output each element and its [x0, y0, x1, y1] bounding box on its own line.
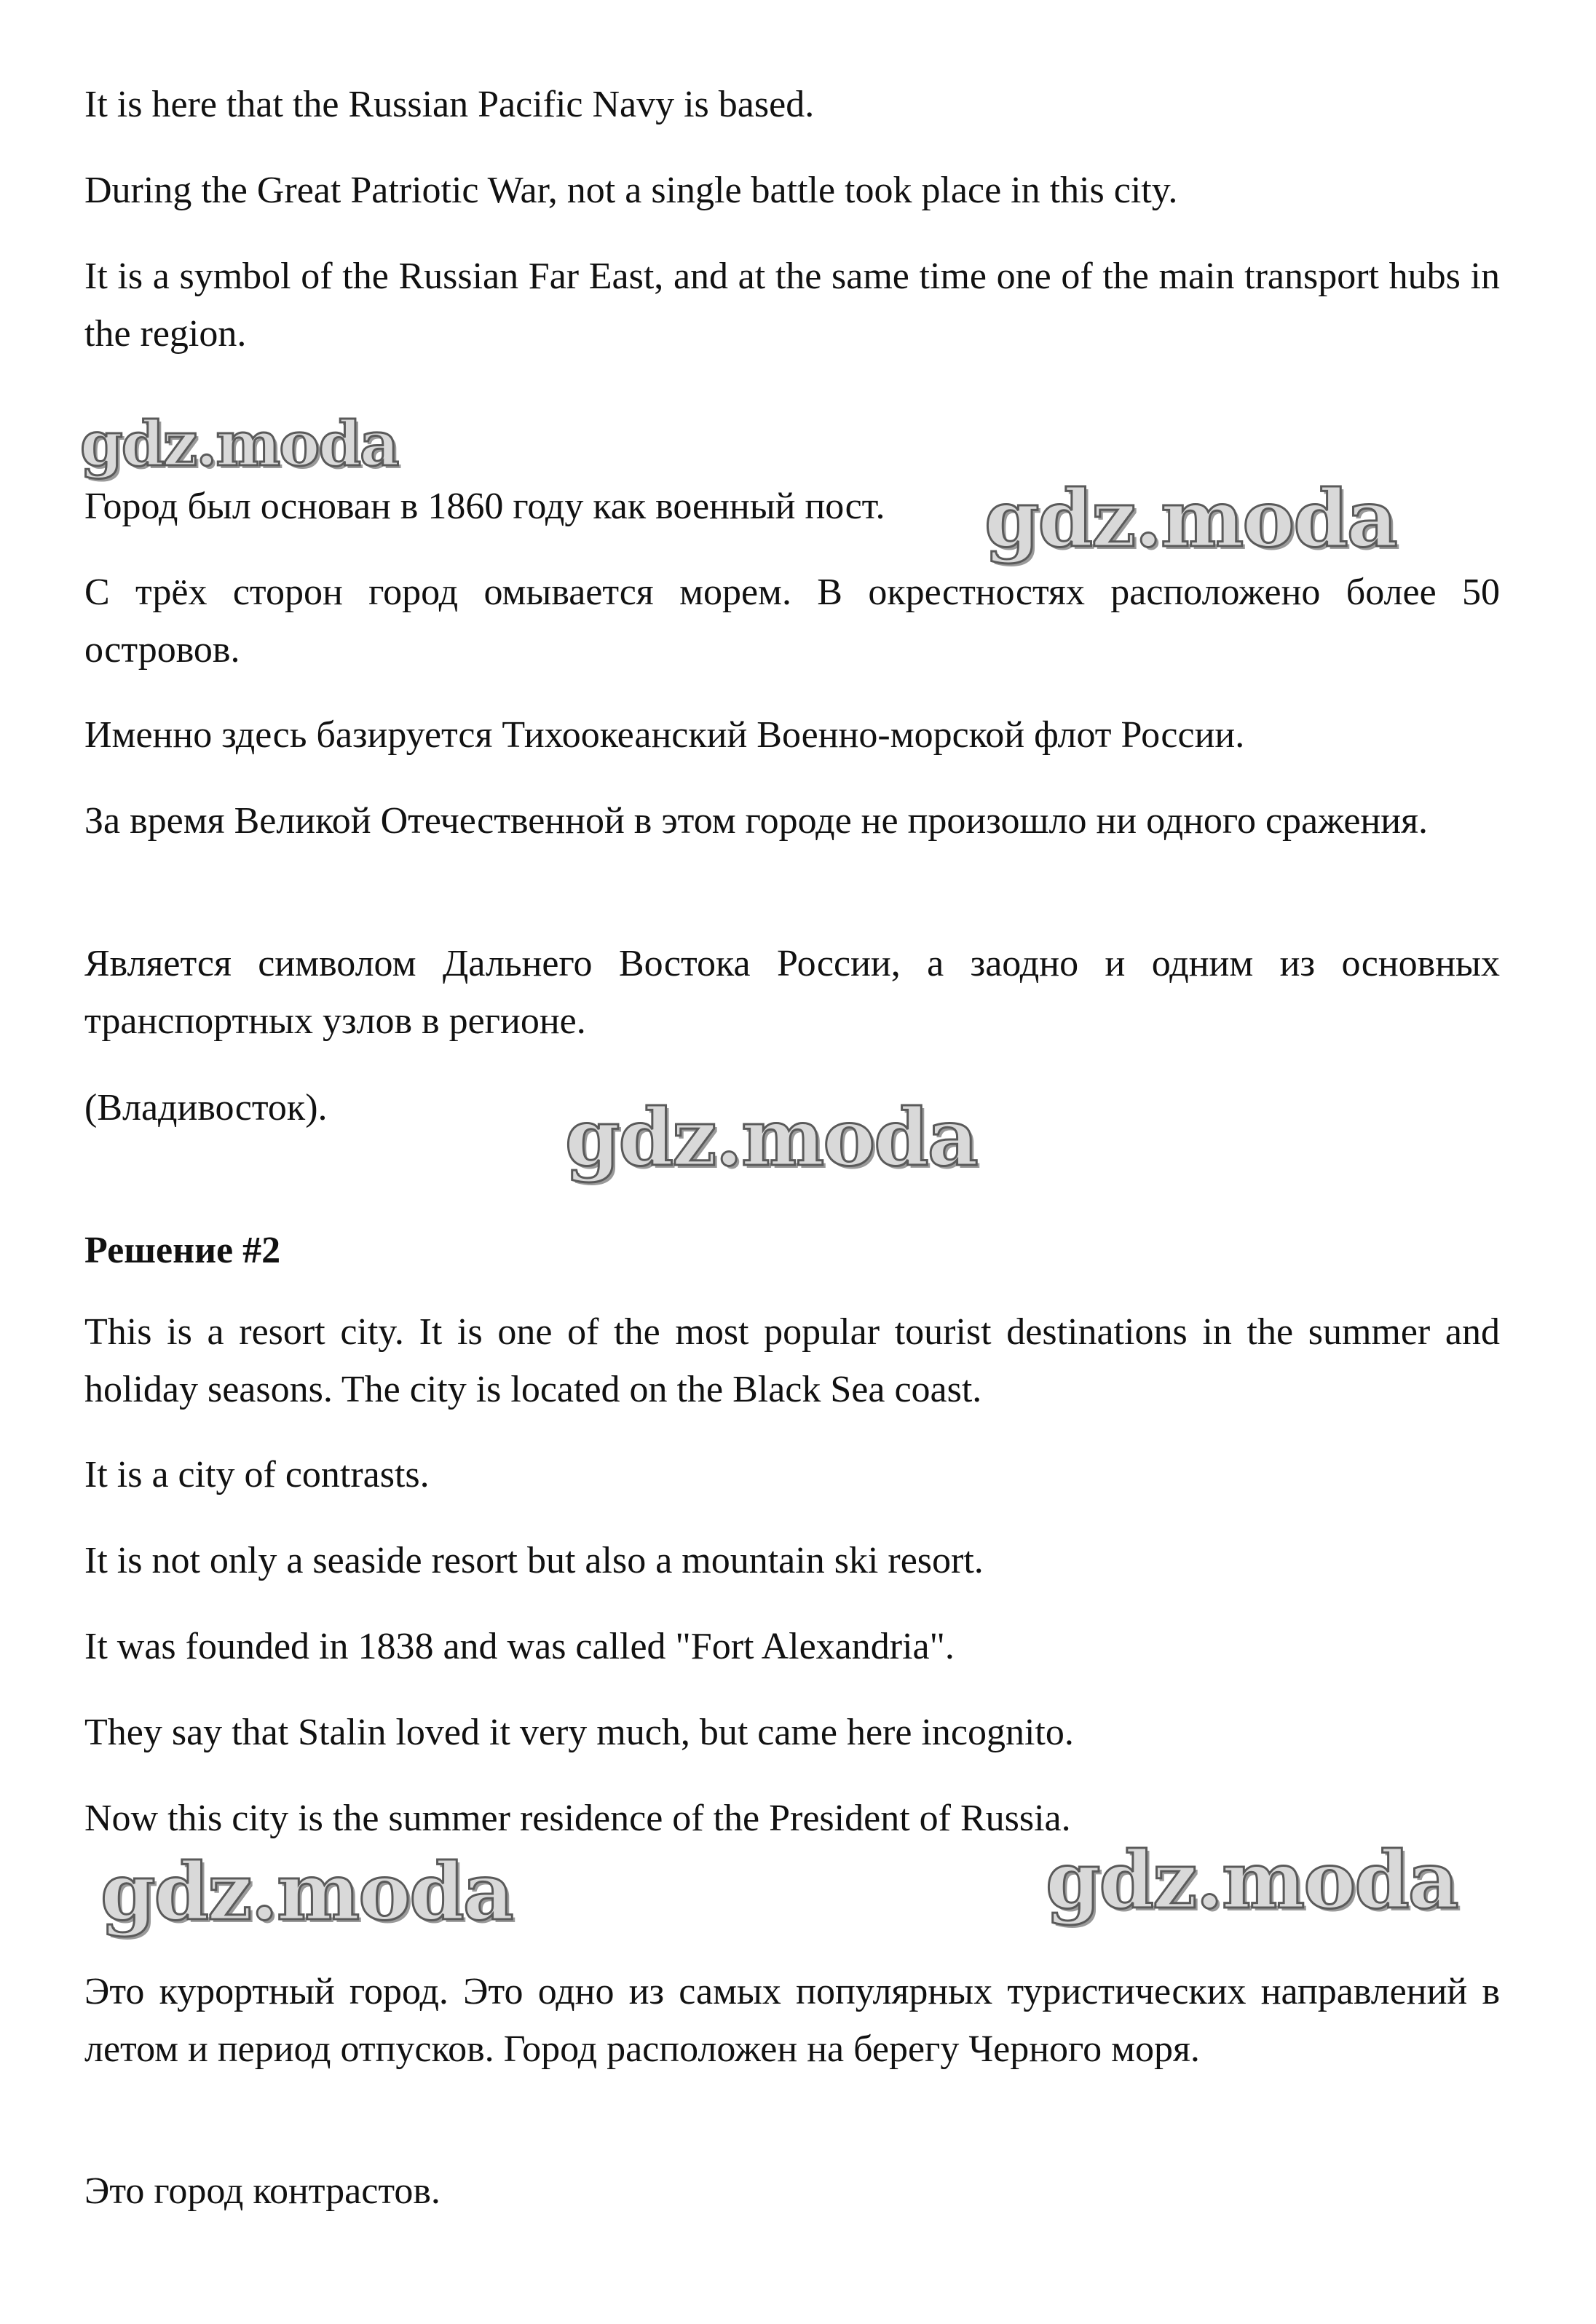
paragraph-symbol-ru: Является символом Дальнего Востока России, а заодно и одним из основных транспортных узлов в регионе.	[84, 943, 1500, 1042]
watermark-logo: gdz.moda	[1046, 1835, 1458, 1926]
watermark-logo: gdz.moda	[565, 1092, 977, 1184]
paragraph-answer-ru: (Владивосток).	[84, 1087, 328, 1129]
paragraph-resort-ru: Это курортный город. Это одно из самых популярных туристических направлений в летом и период отпусков. Город расположен на берегу Черного моря.	[84, 1971, 1500, 2070]
paragraph-resort-en: This is a resort city. It is one of the most popular tourist destinations in the summer and holiday seasons. The city is located on the Black Sea coast.	[84, 1311, 1500, 1410]
paragraph-stalin-en: They say that Stalin loved it very much, but came here incognito.	[84, 1712, 1074, 1753]
paragraph-war-en: During the Great Patriotic War, not a single battle took place in this city.	[84, 170, 1178, 211]
solution-heading: Решение #2	[84, 1230, 281, 1271]
paragraph-navy-en: It is here that the Russian Pacific Navy is based.	[84, 84, 815, 125]
paragraph-sea-ru: С трёх сторон город омывается морем. В окрестностях расположено более 50 островов.	[84, 572, 1500, 671]
paragraph-war-ru: За время Великой Отечественной в этом городе не произошло ни одного сражения.	[84, 800, 1429, 842]
paragraph-founded-en: It was founded in 1838 and was called "Fort Alexandria".	[84, 1626, 955, 1667]
paragraph-ski-en: It is not only a seaside resort but also a mountain ski resort.	[84, 1540, 984, 1581]
watermark-logo: gdz.moda	[100, 1846, 513, 1938]
paragraph-founded-ru: Город был основан в 1860 году как военный пост.	[84, 486, 885, 527]
paragraph-president-en: Now this city is the summer residence of the President of Russia.	[84, 1798, 1071, 1839]
paragraph-symbol-en: It is a symbol of the Russian Far East, and at the same time one of the main transport hubs in the region.	[84, 256, 1500, 355]
watermark-logo: gdz.moda	[80, 408, 398, 480]
paragraph-contrasts-ru: Это город контрастов.	[84, 2170, 441, 2212]
paragraph-contrasts-en: It is a city of contrasts.	[84, 1454, 430, 1495]
watermark-logo: gdz.moda	[984, 473, 1396, 565]
paragraph-navy-ru: Именно здесь базируется Тихоокеанский Военно-морской флот России.	[84, 714, 1245, 756]
